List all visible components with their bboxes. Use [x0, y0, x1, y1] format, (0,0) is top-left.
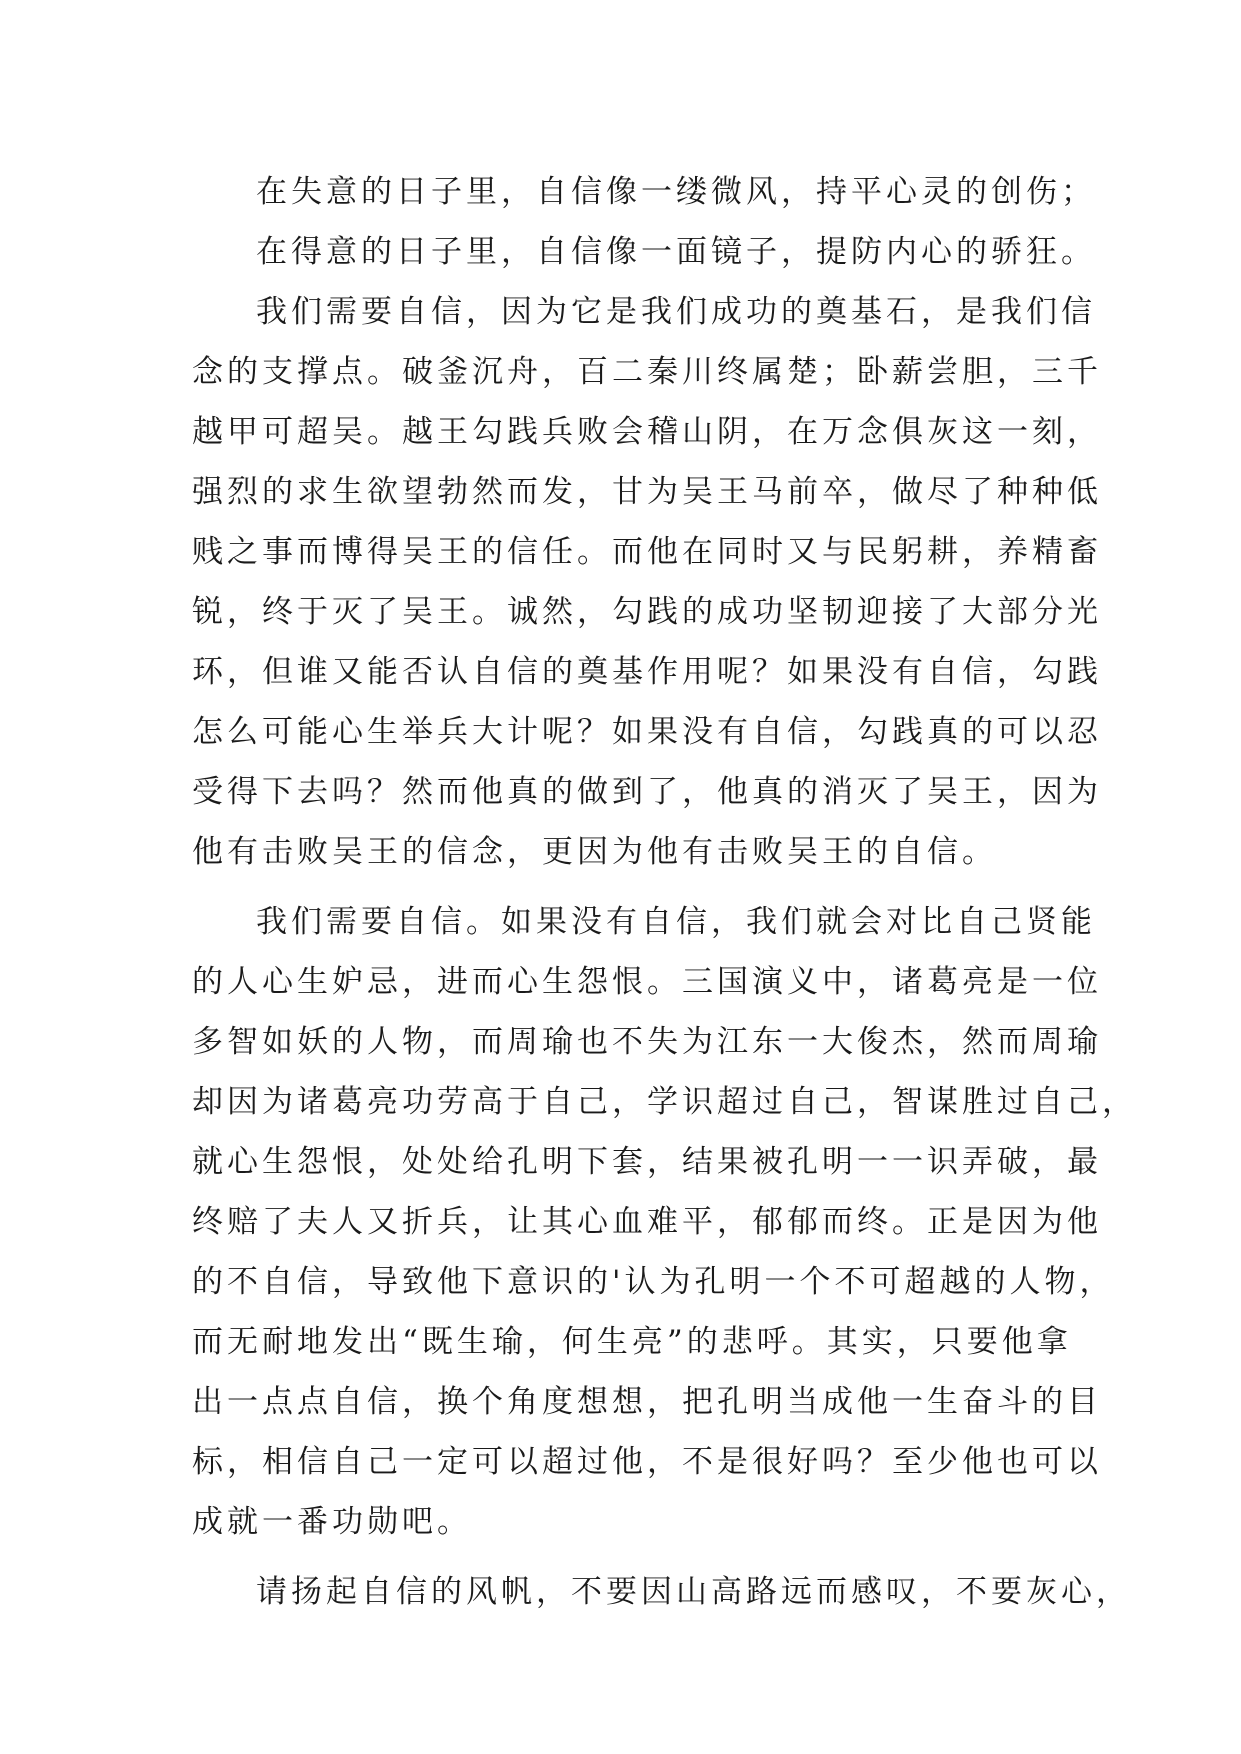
text-line: 请扬起自信的风帆，不要因山高路远而感叹，不要灰心，	[256, 1574, 1131, 1610]
text-line: 越甲可超吴。越王勾践兵败会稽山阴，在万念俱灰这一刻，	[192, 414, 1102, 450]
text-line: 成就一番功勋吧。	[192, 1504, 472, 1540]
article-body	[192, 162, 1137, 1622]
text-line: 而无耐地发出“既生瑜，何生亮”的悲呼。其实，只要他拿	[192, 1324, 1072, 1360]
text-line: 在失意的日子里，自信像一缕微风，持平心灵的创伤；	[256, 174, 1096, 210]
text-line: 贱之事而博得吴王的信任。而他在同时又与民躬耕，养精畜	[192, 534, 1102, 570]
text-line: 标，相信自己一定可以超过他，不是很好吗？至少他也可以	[192, 1444, 1102, 1480]
text-line: 出一点点自信，换个角度想想，把孔明当成他一生奋斗的目	[192, 1384, 1102, 1420]
text-line: 终赔了夫人又折兵，让其心血难平，郁郁而终。正是因为他	[192, 1204, 1102, 1240]
text-line: 的不自信，导致他下意识的'认为孔明一个不可超越的人物，	[192, 1264, 1115, 1300]
text-line: 在得意的日子里，自信像一面镜子，提防内心的骄狂。	[256, 234, 1096, 270]
text-line: 我们需要自信，因为它是我们成功的奠基石，是我们信	[256, 294, 1096, 330]
text-line: 他有击败吴王的信念，更因为他有击败吴王的自信。	[192, 834, 997, 870]
text-line: 却因为诸葛亮功劳高于自己，学识超过自己，智谋胜过自己，	[192, 1084, 1137, 1120]
text-line: 环，但谁又能否认自信的奠基作用呢？如果没有自信，勾践	[192, 654, 1102, 690]
text-line: 强烈的求生欲望勃然而发，甘为吴王马前卒，做尽了种种低	[192, 474, 1102, 510]
text-line: 的人心生妒忌，进而心生怨恨。三国演义中，诸葛亮是一位	[192, 964, 1102, 1000]
text-line: 受得下去吗？然而他真的做到了，他真的消灭了吴王，因为	[192, 774, 1102, 810]
text-line: 就心生怨恨，处处给孔明下套，结果被孔明一一识弄破，最	[192, 1144, 1102, 1180]
text-line: 怎么可能心生举兵大计呢？如果没有自信，勾践真的可以忍	[192, 714, 1102, 750]
text-line: 锐，终于灭了吴王。诚然，勾践的成功坚韧迎接了大部分光	[192, 594, 1102, 630]
text-line: 念的支撑点。破釜沉舟，百二秦川终属楚；卧薪尝胆，三千	[192, 354, 1102, 390]
text-line: 我们需要自信。如果没有自信，我们就会对比自己贤能	[256, 904, 1096, 940]
text-line: 多智如妖的人物，而周瑜也不失为江东一大俊杰，然而周瑜	[192, 1024, 1102, 1060]
